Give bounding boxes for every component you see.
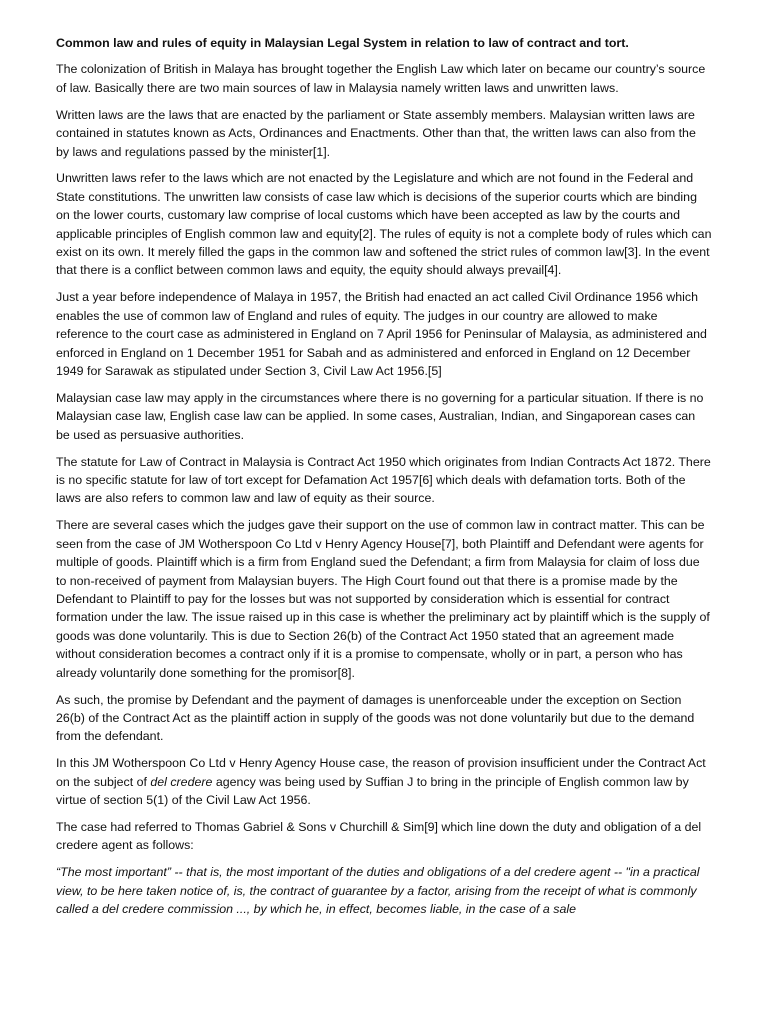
paragraph-colonization: The colonization of British in Malaya has brought together the English Law which later on became our country’s source of law. Basically there are two main sources of law in Malaysia namely written laws and unwritten laws.	[56, 62, 706, 95]
paragraph-del-credere-before: In this JM Wotherspoon Co Ltd v Henry Agency House case, the reason of provision insufficient under the Contract Act on the subject of	[56, 756, 706, 789]
paragraph-written-laws: Written laws are the laws that are enacted by the parliament or State assembly members. Malaysian written laws are contained in statutes known as Acts, Ordinances and Enactments. Other than that, the written laws can also from the by laws and regulations passed by the minister[1].	[56, 107, 696, 159]
quoted-passage: “The most important” -- that is, the most important of the duties and obligations of a del credere agent -- "in a practical view, to be here taken notice of, is, the contract of guarantee by a factor, arising from the receipt of what is commonly called a del credere commission ..., by which he, in effect, becomes liable, in the case of a sale	[56, 865, 700, 917]
document-title: Common law and rules of equity in Malaysian Legal System in relation to law of contract and tort.	[56, 36, 629, 50]
del-credere-emphasis: del credere	[150, 774, 213, 789]
paragraph-unwritten-laws: Unwritten laws refer to the laws which are not enacted by the Legislature and which are not found in the Federal and State constitutions. The unwritten law consists of case law which is decisions of the superior courts which are binding on the lower courts, customary law comprise of local customs which have been accepted as law by the courts and applicable principles of English common law and equity[2]. The rules of equity is not a complete body of rules which can exist on its own. It merely filled the gaps in the common law and softened the strict rules of common law[3]. In the event that there is a conflict between common laws and equity, the equity should always prevail[4].	[56, 171, 712, 278]
paragraph-civil-ordinance: Just a year before independence of Malaya in 1957, the British had enacted an act called Civil Ordinance 1956 which enables the use of common law of England and rules of equity. The judges in our country are allowed to make reference to the court case as administered in England on 7 April 1956 for Peninsular of Malaysia, as administered and enforced in England on 1 December 1951 for Sabah and as administered and enforced in England on 12 December 1949 for Sarawak as stipulated under Section 3, Civil Law Act 1956.[5]	[56, 290, 707, 378]
paragraph-contract-statute: The statute for Law of Contract in Malaysia is Contract Act 1950 which originates from Indian Contracts Act 1872. There is no specific statute for law of tort except for Defamation Act 1957[6] which deals with defamation torts. Both of the laws are also refers to common law and law of equity as their source.	[56, 454, 711, 506]
paragraph-wotherspoon-case: There are several cases which the judges gave their support on the use of common law in contract matter. This can be seen from the case of JM Wotherspoon Co Ltd v Henry Agency House[7], both Plaintiff and Defendant were agents for multiple of goods. Plaintiff which is a firm from England sued the Defendant; a firm from Malaysia for claim of loss due to non-received of payment from Malaysian buyers. The High Court found out that there is a promise made by the Defendant to Plaintiff to pay for the losses but was not supported by consideration which is essential for contract formation under the law. The issue raised up in this case is whether the preliminary act by plaintiff which is the supply of goods was done voluntarily. This is due to Section 26(b) of the Contract Act 1950 stated that an agreement made without consideration becomes a contract only if it is a promise to compensate, wholly or in part, a person who has already voluntarily done something for the promisor[8].	[56, 518, 710, 680]
paragraph-del-credere	[56, 754, 712, 809]
paragraph-unenforceable-promise: As such, the promise by Defendant and the payment of damages is unenforceable under the exception on Section 26(b) of the Contract Act as the plaintiff action in supply of the goods was not done voluntarily but due to the demand from the defendant.	[56, 692, 695, 744]
paragraph-thomas-gabriel: The case had referred to Thomas Gabriel & Sons v Churchill & Sim[9] which line down the duty and obligation of a del credere agent as follows:	[56, 819, 702, 853]
paragraph-del-credere-after: agency was being used by Suffian J to bring in the principle of English common law by virtue of section 5(1) of the Civil Law Act 1956.	[56, 774, 689, 808]
paragraph-case-law: Malaysian case law may apply in the circumstances where there is no governing for a particular situation. If there is no Malaysian case law, English case law can be applied. In some cases, Australian, Indian, and Singaporean cases can be used as persuasive authorities.	[56, 390, 704, 442]
